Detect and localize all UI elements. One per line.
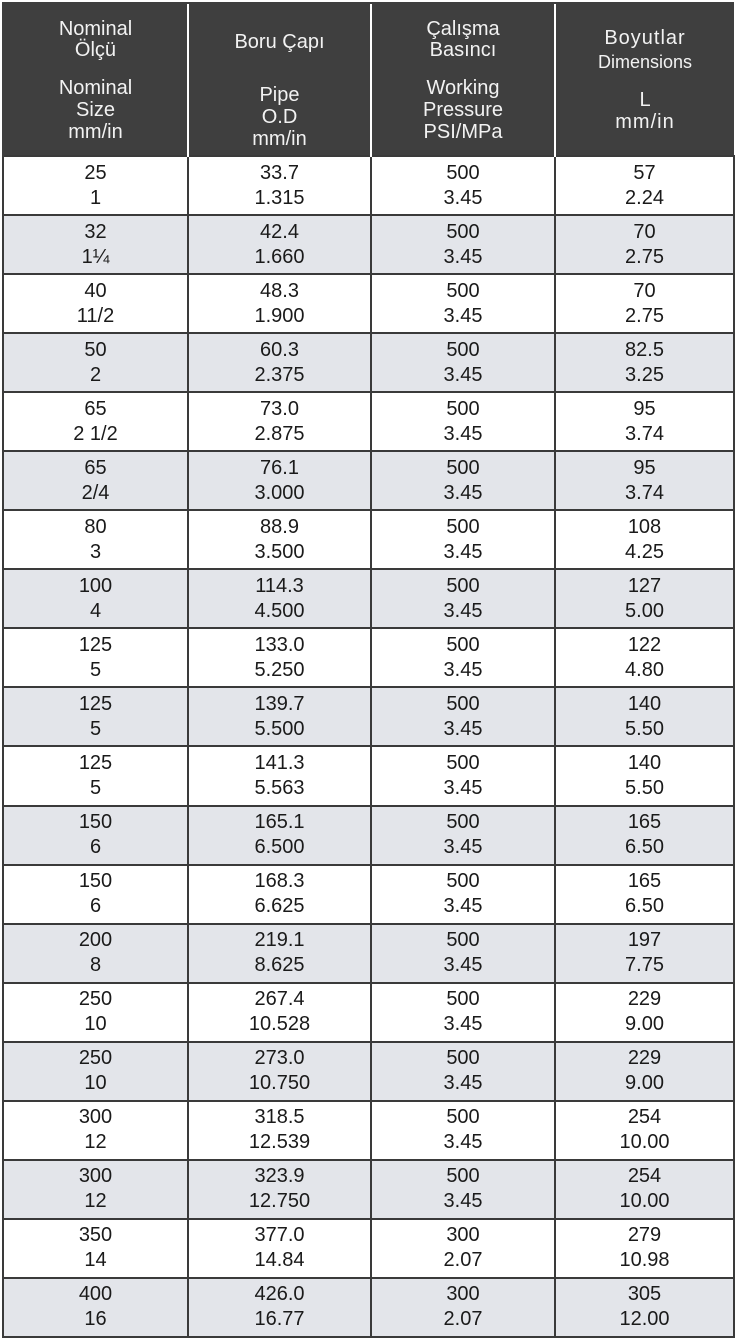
header-text: Boyutlar <box>604 27 686 49</box>
dimension-l-cell <box>555 746 734 805</box>
metric-value: 165 <box>627 811 662 834</box>
pipe-od-cell <box>188 1160 371 1219</box>
header-dimensions <box>555 3 734 156</box>
imperial-value: 9.00 <box>625 1013 664 1036</box>
header-working-pressure <box>371 3 555 156</box>
pipe-od-cell <box>188 687 371 746</box>
metric-value: 500 <box>446 574 480 597</box>
metric-value: 400 <box>78 1283 113 1306</box>
metric-value: 323.9 <box>254 1165 305 1188</box>
header-text: mm/in <box>615 111 675 133</box>
metric-value: 65 <box>84 456 107 479</box>
metric-value: 273.0 <box>254 1047 305 1070</box>
pipe-od-cell <box>188 1101 371 1160</box>
imperial-value: 3.45 <box>443 363 483 386</box>
metric-value: 73.0 <box>260 397 299 420</box>
nominal-size-cell <box>3 628 188 687</box>
table-row <box>3 746 734 805</box>
metric-value: 500 <box>446 1165 480 1188</box>
imperial-value: 6.50 <box>625 895 664 918</box>
metric-value: 500 <box>446 220 480 243</box>
imperial-value: 2.875 <box>254 422 305 445</box>
imperial-value: 3.45 <box>443 481 483 504</box>
metric-value: 500 <box>446 870 480 893</box>
metric-value: 500 <box>446 751 480 774</box>
table-row <box>3 983 734 1042</box>
metric-value: 125 <box>78 692 113 715</box>
nominal-size-cell <box>3 569 188 628</box>
imperial-value: 16.77 <box>254 1308 305 1331</box>
metric-value: 70 <box>633 220 656 243</box>
header-text: Pressure <box>422 99 504 121</box>
table-row <box>3 1160 734 1219</box>
metric-value: 100 <box>78 574 113 597</box>
imperial-value: 3.000 <box>254 481 305 504</box>
working-pressure-cell <box>371 215 555 274</box>
metric-value: 500 <box>446 929 480 952</box>
metric-value: 70 <box>633 279 656 302</box>
metric-value: 500 <box>446 338 480 361</box>
metric-value: 165.1 <box>254 811 305 834</box>
metric-value: 377.0 <box>254 1224 305 1247</box>
metric-value: 82.5 <box>625 338 664 361</box>
nominal-size-cell <box>3 1278 188 1337</box>
table-row <box>3 865 734 924</box>
imperial-value: 10 <box>84 1072 107 1095</box>
metric-value: 108 <box>627 515 662 538</box>
imperial-value: 14.84 <box>254 1249 305 1272</box>
imperial-value: 9.00 <box>625 1072 664 1095</box>
imperial-value: 6 <box>89 895 102 918</box>
imperial-value: 4.25 <box>625 540 664 563</box>
metric-value: 318.5 <box>254 1106 305 1129</box>
imperial-value: 3.45 <box>443 1013 483 1036</box>
table-body <box>3 156 734 1337</box>
imperial-value: 1.660 <box>254 245 305 268</box>
metric-value: 500 <box>446 1047 480 1070</box>
imperial-value: 7.75 <box>625 954 664 977</box>
imperial-value: 12.539 <box>248 1131 311 1154</box>
imperial-value: 10.00 <box>619 1190 670 1213</box>
metric-value: 168.3 <box>254 870 305 893</box>
nominal-size-cell <box>3 1160 188 1219</box>
imperial-value: 3.45 <box>443 717 483 740</box>
header-text: L <box>639 89 651 111</box>
imperial-value: 3.25 <box>625 363 664 386</box>
dimension-l-cell <box>555 451 734 510</box>
pipe-od-cell <box>188 628 371 687</box>
pipe-od-cell <box>188 983 371 1042</box>
spec-table <box>2 2 735 1338</box>
nominal-size-cell <box>3 392 188 451</box>
metric-value: 250 <box>78 1047 113 1070</box>
dimension-l-cell <box>555 392 734 451</box>
metric-value: 350 <box>78 1224 113 1247</box>
table-row <box>3 924 734 983</box>
metric-value: 500 <box>446 161 480 184</box>
table-row <box>3 215 734 274</box>
header-text: Nominal <box>58 18 133 40</box>
table-row <box>3 687 734 746</box>
working-pressure-cell <box>371 924 555 983</box>
header-nominal-size <box>3 3 188 156</box>
metric-value: 60.3 <box>260 338 299 361</box>
imperial-value: 8.625 <box>254 954 305 977</box>
metric-value: 95 <box>633 397 656 420</box>
imperial-value: 6.625 <box>254 895 305 918</box>
imperial-value: 3.45 <box>443 599 483 622</box>
imperial-value: 6.50 <box>625 836 664 859</box>
nominal-size-cell <box>3 333 188 392</box>
dimension-l-cell <box>555 510 734 569</box>
imperial-value: 1.315 <box>254 186 305 209</box>
nominal-size-cell <box>3 1219 188 1278</box>
imperial-value: 2.375 <box>254 363 305 386</box>
metric-value: 133.0 <box>254 633 305 656</box>
table-row <box>3 1219 734 1278</box>
metric-value: 500 <box>446 397 480 420</box>
imperial-value: 5.50 <box>625 776 664 799</box>
metric-value: 219.1 <box>254 929 305 952</box>
metric-value: 197 <box>627 929 662 952</box>
metric-value: 426.0 <box>254 1283 305 1306</box>
metric-value: 305 <box>627 1283 662 1306</box>
metric-value: 140 <box>627 692 662 715</box>
working-pressure-cell <box>371 1278 555 1337</box>
nominal-size-cell <box>3 806 188 865</box>
table-row <box>3 156 734 215</box>
pipe-od-cell <box>188 510 371 569</box>
pipe-od-cell <box>188 569 371 628</box>
dimension-l-cell <box>555 274 734 333</box>
metric-value: 500 <box>446 988 480 1011</box>
metric-value: 140 <box>627 751 662 774</box>
imperial-value: 5.250 <box>254 658 305 681</box>
nominal-size-cell <box>3 865 188 924</box>
imperial-value: 12 <box>84 1131 107 1154</box>
table-row <box>3 806 734 865</box>
nominal-size-cell <box>3 746 188 805</box>
metric-value: 125 <box>78 751 113 774</box>
table-row <box>3 451 734 510</box>
imperial-value: 3.45 <box>443 540 483 563</box>
pipe-od-cell <box>188 392 371 451</box>
working-pressure-cell <box>371 983 555 1042</box>
working-pressure-cell <box>371 1101 555 1160</box>
nominal-size-cell <box>3 1101 188 1160</box>
imperial-value: 2/4 <box>81 481 110 504</box>
metric-value: 25 <box>84 161 107 184</box>
pipe-od-cell <box>188 1219 371 1278</box>
working-pressure-cell <box>371 156 555 215</box>
header-text: Working <box>426 77 500 99</box>
imperial-value: 5.50 <box>625 717 664 740</box>
imperial-value: 10.98 <box>619 1249 670 1272</box>
pipe-od-cell <box>188 1042 371 1101</box>
dimension-l-cell <box>555 333 734 392</box>
metric-value: 125 <box>78 633 113 656</box>
header-text: Çalışma <box>426 18 500 40</box>
imperial-value: 14 <box>84 1249 107 1272</box>
imperial-value: 3.45 <box>443 836 483 859</box>
imperial-value: 5.00 <box>625 599 664 622</box>
pipe-od-cell <box>188 333 371 392</box>
metric-value: 279 <box>627 1224 662 1247</box>
metric-value: 267.4 <box>254 988 305 1011</box>
working-pressure-cell <box>371 569 555 628</box>
imperial-value: 2.07 <box>443 1249 483 1272</box>
working-pressure-cell <box>371 806 555 865</box>
nominal-size-cell <box>3 1042 188 1101</box>
imperial-value: 6 <box>89 836 102 859</box>
imperial-value: 2.75 <box>625 304 664 327</box>
header-text: O.D <box>261 106 298 128</box>
metric-value: 57 <box>633 161 656 184</box>
imperial-value: 12 <box>84 1190 107 1213</box>
header-text: PSI/MPa <box>423 121 503 143</box>
imperial-value: 10.750 <box>248 1072 311 1095</box>
imperial-value: 4.500 <box>254 599 305 622</box>
header-text: Basıncı <box>429 39 497 61</box>
header-text: Ölçü <box>74 39 117 61</box>
working-pressure-cell <box>371 510 555 569</box>
metric-value: 250 <box>78 988 113 1011</box>
metric-value: 48.3 <box>260 279 299 302</box>
nominal-size-cell <box>3 156 188 215</box>
imperial-value: 16 <box>84 1308 107 1331</box>
nominal-size-cell <box>3 924 188 983</box>
imperial-value: 3.45 <box>443 245 483 268</box>
metric-value: 40 <box>84 279 107 302</box>
dimension-l-cell <box>555 983 734 1042</box>
header-text: Size <box>76 99 115 121</box>
nominal-size-cell <box>3 274 188 333</box>
metric-value: 50 <box>84 338 107 361</box>
pipe-od-cell <box>188 451 371 510</box>
metric-value: 76.1 <box>260 456 299 479</box>
working-pressure-cell <box>371 1042 555 1101</box>
working-pressure-cell <box>371 1219 555 1278</box>
dimension-l-cell <box>555 687 734 746</box>
table-row <box>3 1278 734 1337</box>
metric-value: 300 <box>78 1165 113 1188</box>
table-row <box>3 1101 734 1160</box>
imperial-value: 4 <box>89 599 102 622</box>
pipe-od-cell <box>188 215 371 274</box>
header-text: mm/in <box>252 128 307 150</box>
working-pressure-cell <box>371 274 555 333</box>
header-pipe-od <box>188 3 371 156</box>
header-text: Pipe <box>259 84 300 106</box>
imperial-value: 5.500 <box>254 717 305 740</box>
header-text: Dimensions <box>597 52 693 72</box>
imperial-value: 5 <box>89 717 102 740</box>
header-text: mm/in <box>68 121 123 143</box>
metric-value: 32 <box>84 220 107 243</box>
metric-value: 33.7 <box>260 161 299 184</box>
imperial-value: 3.45 <box>443 954 483 977</box>
metric-value: 139.7 <box>254 692 305 715</box>
metric-value: 80 <box>84 515 107 538</box>
table-row <box>3 333 734 392</box>
header-text: Boru Çapı <box>234 31 325 53</box>
metric-value: 254 <box>627 1165 662 1188</box>
dimension-l-cell <box>555 1219 734 1278</box>
table-row <box>3 569 734 628</box>
metric-value: 229 <box>627 988 662 1011</box>
working-pressure-cell <box>371 392 555 451</box>
imperial-value: 5 <box>89 776 102 799</box>
imperial-value: 3.45 <box>443 776 483 799</box>
table-row <box>3 274 734 333</box>
pipe-od-cell <box>188 156 371 215</box>
imperial-value: 2.75 <box>625 245 664 268</box>
imperial-value: 11/2 <box>76 304 115 327</box>
metric-value: 500 <box>446 692 480 715</box>
pipe-od-cell <box>188 746 371 805</box>
metric-value: 500 <box>446 279 480 302</box>
working-pressure-cell <box>371 333 555 392</box>
table-row <box>3 628 734 687</box>
header-row <box>3 3 734 156</box>
pipe-od-cell <box>188 865 371 924</box>
imperial-value: 3.45 <box>443 1190 483 1213</box>
imperial-value: 10 <box>84 1013 107 1036</box>
imperial-value: 1¼ <box>81 245 110 268</box>
working-pressure-cell <box>371 451 555 510</box>
pipe-od-cell <box>188 924 371 983</box>
metric-value: 65 <box>84 397 107 420</box>
dimension-l-cell <box>555 1042 734 1101</box>
imperial-value: 3.45 <box>443 304 483 327</box>
dimension-l-cell <box>555 628 734 687</box>
working-pressure-cell <box>371 687 555 746</box>
dimension-l-cell <box>555 1160 734 1219</box>
table-row <box>3 1042 734 1101</box>
dimension-l-cell <box>555 1101 734 1160</box>
imperial-value: 2.07 <box>443 1308 483 1331</box>
imperial-value: 3.45 <box>443 1131 483 1154</box>
metric-value: 500 <box>446 633 480 656</box>
working-pressure-cell <box>371 746 555 805</box>
imperial-value: 6.500 <box>254 836 305 859</box>
imperial-value: 3.74 <box>625 422 664 445</box>
dimension-l-cell <box>555 156 734 215</box>
imperial-value: 1 <box>89 186 102 209</box>
imperial-value: 1.900 <box>254 304 305 327</box>
metric-value: 500 <box>446 515 480 538</box>
pipe-od-cell <box>188 1278 371 1337</box>
metric-value: 500 <box>446 456 480 479</box>
metric-value: 42.4 <box>260 220 299 243</box>
working-pressure-cell <box>371 1160 555 1219</box>
imperial-value: 2.24 <box>625 186 664 209</box>
imperial-value: 4.80 <box>625 658 664 681</box>
metric-value: 127 <box>627 574 662 597</box>
nominal-size-cell <box>3 510 188 569</box>
metric-value: 150 <box>78 870 113 893</box>
imperial-value: 3 <box>89 540 102 563</box>
pipe-od-cell <box>188 274 371 333</box>
imperial-value: 5.563 <box>254 776 305 799</box>
imperial-value: 2 <box>89 363 102 386</box>
imperial-value: 5 <box>89 658 102 681</box>
metric-value: 300 <box>78 1106 113 1129</box>
metric-value: 200 <box>78 929 113 952</box>
dimension-l-cell <box>555 215 734 274</box>
working-pressure-cell <box>371 865 555 924</box>
header-text: Nominal <box>58 77 133 99</box>
metric-value: 165 <box>627 870 662 893</box>
imperial-value: 10.00 <box>619 1131 670 1154</box>
imperial-value: 2 1/2 <box>73 422 118 445</box>
imperial-value: 3.500 <box>254 540 305 563</box>
metric-value: 150 <box>78 811 113 834</box>
imperial-value: 8 <box>89 954 102 977</box>
imperial-value: 12.750 <box>248 1190 311 1213</box>
metric-value: 300 <box>446 1224 480 1247</box>
imperial-value: 3.45 <box>443 895 483 918</box>
table-row <box>3 392 734 451</box>
imperial-value: 12.00 <box>619 1308 670 1331</box>
imperial-value: 3.45 <box>443 186 483 209</box>
metric-value: 88.9 <box>260 515 299 538</box>
metric-value: 122 <box>627 633 662 656</box>
metric-value: 254 <box>627 1106 662 1129</box>
imperial-value: 10.528 <box>248 1013 311 1036</box>
imperial-value: 3.45 <box>443 658 483 681</box>
table-row <box>3 510 734 569</box>
imperial-value: 3.74 <box>625 481 664 504</box>
working-pressure-cell <box>371 628 555 687</box>
metric-value: 500 <box>446 811 480 834</box>
nominal-size-cell <box>3 215 188 274</box>
metric-value: 300 <box>446 1283 480 1306</box>
dimension-l-cell <box>555 1278 734 1337</box>
nominal-size-cell <box>3 983 188 1042</box>
metric-value: 114.3 <box>255 574 304 597</box>
nominal-size-cell <box>3 451 188 510</box>
nominal-size-cell <box>3 687 188 746</box>
imperial-value: 3.45 <box>443 1072 483 1095</box>
metric-value: 141.3 <box>254 751 305 774</box>
dimension-l-cell <box>555 924 734 983</box>
metric-value: 500 <box>446 1106 480 1129</box>
dimension-l-cell <box>555 806 734 865</box>
dimension-l-cell <box>555 569 734 628</box>
metric-value: 95 <box>633 456 656 479</box>
metric-value: 229 <box>627 1047 662 1070</box>
dimension-l-cell <box>555 865 734 924</box>
imperial-value: 3.45 <box>443 422 483 445</box>
pipe-od-cell <box>188 806 371 865</box>
